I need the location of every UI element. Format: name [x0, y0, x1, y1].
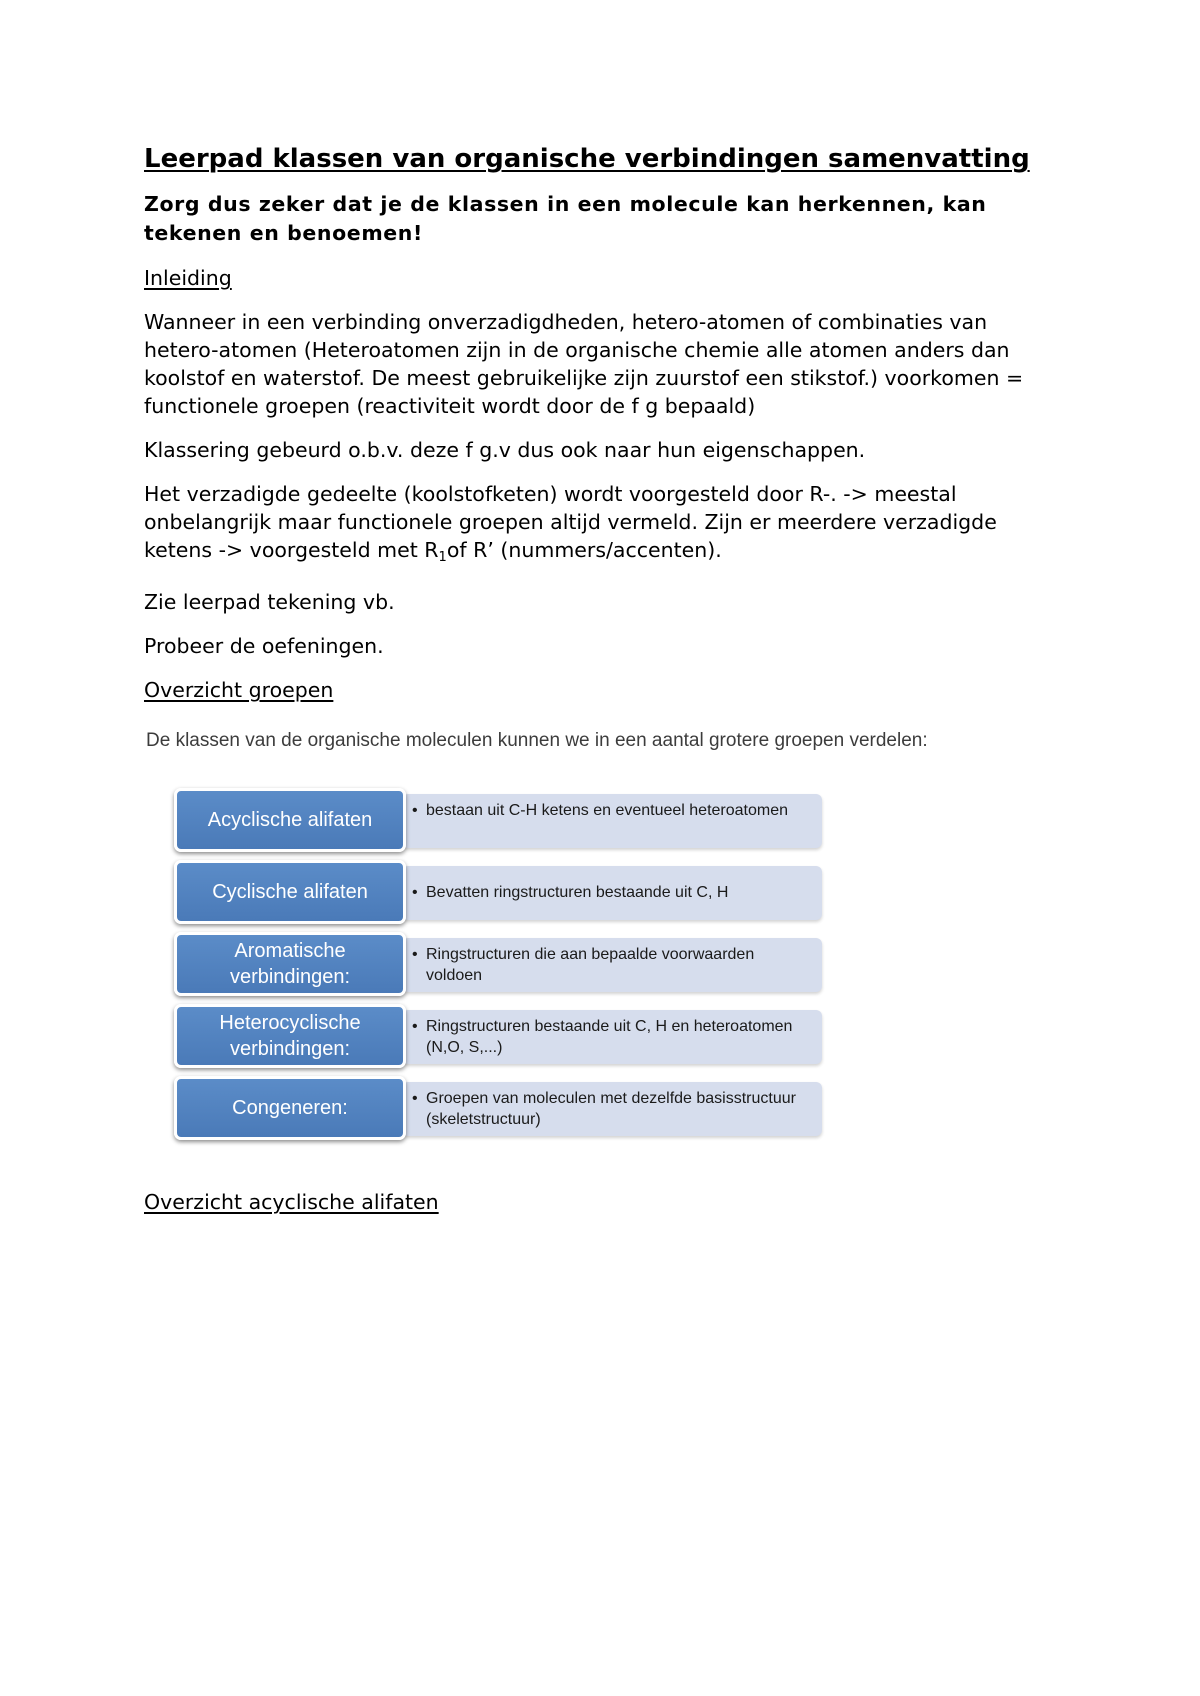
section-heading-overzicht-groepen: Overzicht groepen — [144, 678, 334, 702]
group-description: Bevatten ringstructuren bestaande uit C, H — [426, 884, 729, 901]
paragraph-exercises: Probeer de oefeningen. — [144, 634, 384, 658]
paragraph-functional-groups: Wanneer in een verbinding onverzadigdheden, hetero-atomen of combinaties van hetero-atomen (Heteroatomen zijn in de organische chemie alle atomen anders dan koolstof en waterstof. De meest gebruikelijke zijn zuurstof een stikstof.) voorkomen = functionele groepen (reactiviteit wordt door de f g bepaald) — [144, 310, 1024, 418]
group-description: Ringstructuren bestaande uit C, H en heteroatomen (N,O, S,...) — [426, 1018, 793, 1056]
diagram-row — [174, 932, 854, 996]
paragraph-see-drawing: Zie leerpad tekening vb. — [144, 590, 395, 614]
section-heading-inleiding: Inleiding — [144, 266, 232, 290]
diagram-row — [174, 788, 854, 852]
document-title: Leerpad klassen van organische verbindingen samenvatting — [144, 144, 1030, 174]
subscript-one: 1 — [438, 550, 447, 565]
document-body — [144, 142, 1064, 1216]
diagram-row — [174, 1004, 854, 1068]
bullet-icon: • — [412, 946, 418, 963]
paragraph-r-notation-end: of R’ (nummers/accenten). — [446, 538, 722, 562]
group-description-box — [402, 938, 822, 992]
paragraph-classification: Klassering gebeurd o.b.v. deze f g.v dus ook naar hun eigenschappen. — [144, 438, 866, 462]
figure-caption: De klassen van de organische moleculen kunnen we in een aantal grotere groepen verdelen: — [146, 730, 928, 751]
group-description-box — [402, 794, 822, 848]
paragraph-r-notation-text: Het verzadigde gedeelte (koolstofketen) wordt voorgesteld door R-. -> meestal onbelangrijk maar functionele groepen altijd vermeld. Zijn er meerdere verzadigde ketens -> voorgesteld met R — [144, 482, 997, 562]
bullet-icon: • — [412, 1090, 418, 1107]
bullet-icon: • — [412, 1018, 418, 1035]
paragraph-r-notation — [144, 480, 1064, 572]
document-subtitle: Zorg dus zeker dat je de klassen in een molecule kan herkennen, kan tekenen en benoemen! — [144, 192, 987, 245]
group-description: Ringstructuren die aan bepaalde voorwaarden voldoen — [426, 946, 755, 984]
group-label-box: Congeneren: — [174, 1076, 406, 1140]
group-description-box — [402, 1010, 822, 1064]
group-description: bestaan uit C-H ketens en eventueel heteroatomen — [426, 802, 789, 819]
group-label-box: Acyclische alifaten — [174, 788, 406, 852]
group-label-box: Cyclische alifaten — [174, 860, 406, 924]
section-heading-overzicht-acyclische-alifaten: Overzicht acyclische alifaten — [144, 1190, 439, 1214]
group-description-box — [402, 1082, 822, 1136]
diagram-row — [174, 860, 854, 924]
group-label-box: Heterocyclische verbindingen: — [174, 1004, 406, 1068]
group-description: Groepen van moleculen met dezelfde basisstructuur (skeletstructuur) — [426, 1090, 796, 1128]
diagram-row — [174, 1076, 854, 1140]
group-description-box — [402, 866, 822, 920]
group-label-box: Aromatische verbindingen: — [174, 932, 406, 996]
groups-diagram — [174, 788, 854, 1158]
bullet-icon: • — [412, 802, 418, 819]
bullet-icon: • — [412, 884, 418, 901]
